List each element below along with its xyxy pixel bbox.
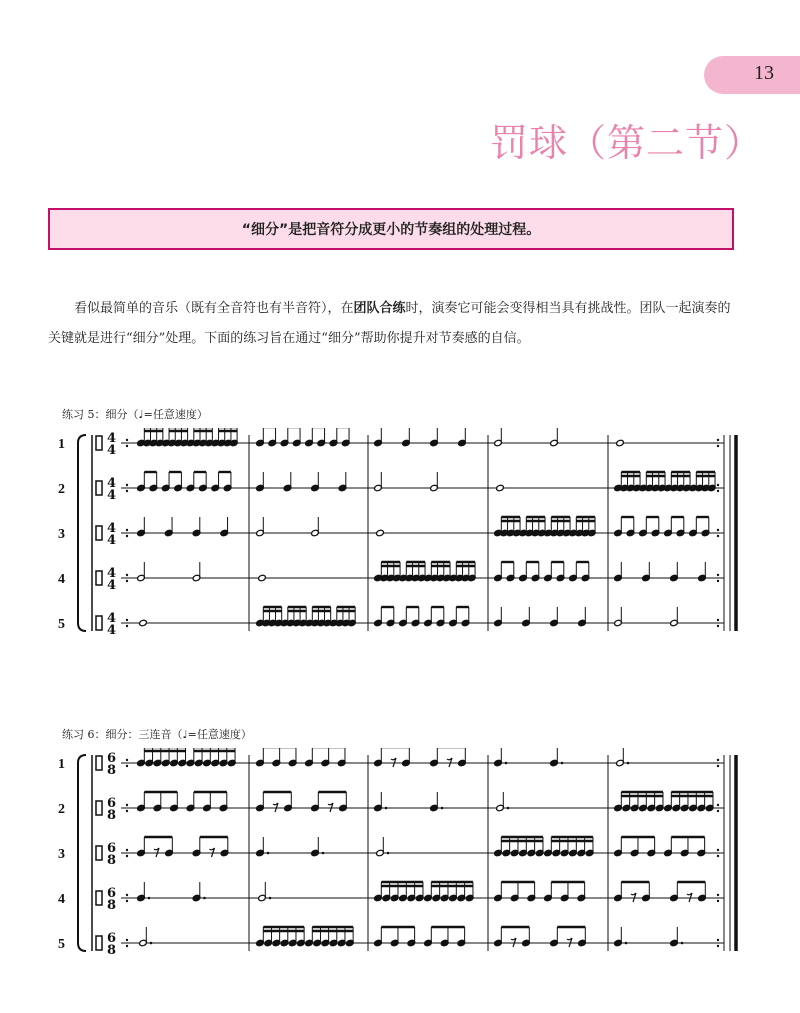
repeat-dot xyxy=(126,490,128,492)
part-row xyxy=(58,607,724,638)
repeat-dot xyxy=(126,939,128,941)
time-signature-top: 4 xyxy=(107,566,117,581)
part-number: 4 xyxy=(58,892,65,907)
repeat-dot xyxy=(126,810,128,812)
repeat-dot xyxy=(717,759,719,761)
repeat-dot xyxy=(126,529,128,531)
repeat-dot xyxy=(126,855,128,857)
repeat-dot xyxy=(126,625,128,627)
part-number: 5 xyxy=(58,617,65,632)
repeat-dot xyxy=(717,535,719,537)
time-signature-bottom: 8 xyxy=(107,853,117,868)
time-signature-bottom: 4 xyxy=(107,623,117,638)
repeat-dot xyxy=(717,849,719,851)
time-signature-top: 6 xyxy=(107,841,117,856)
time-signature-bottom: 8 xyxy=(107,763,117,778)
part-number: 3 xyxy=(58,527,65,542)
part-row xyxy=(58,472,724,503)
paragraph-emphasis: 团队合练 xyxy=(353,301,406,316)
time-signature-top: 6 xyxy=(107,886,117,901)
part-row xyxy=(58,428,724,458)
augmentation-dot xyxy=(505,762,508,765)
repeat-dot xyxy=(717,445,719,447)
repeat-dot xyxy=(126,759,128,761)
repeat-dot xyxy=(717,580,719,582)
time-signature-bottom: 4 xyxy=(107,443,117,458)
definition-callout xyxy=(48,208,734,250)
repeat-dot xyxy=(717,765,719,767)
exercise-5-label: 练习 5：细分（♩=任意速度） xyxy=(62,408,208,421)
notehead xyxy=(139,619,148,626)
part-row xyxy=(58,748,724,778)
notehead xyxy=(496,484,505,491)
paragraph-before: 看似最简单的音乐（既有全音符也有半音符），在 xyxy=(74,301,354,316)
repeat-dot xyxy=(717,810,719,812)
part-number: 4 xyxy=(58,572,65,587)
part-number: 2 xyxy=(58,482,65,497)
notehead xyxy=(376,529,385,536)
repeat-dot xyxy=(126,580,128,582)
part-number: 2 xyxy=(58,802,65,817)
time-signature-bottom: 4 xyxy=(107,488,117,503)
augmentation-dot xyxy=(385,807,388,810)
time-signature-bottom: 4 xyxy=(107,533,117,548)
time-signature-top: 4 xyxy=(107,431,117,446)
percussion-clef xyxy=(96,756,102,770)
repeat-dot xyxy=(717,484,719,486)
part-row xyxy=(58,927,724,958)
part-number: 1 xyxy=(58,757,65,772)
system-bracket xyxy=(78,435,86,631)
notehead xyxy=(616,439,625,446)
repeat-dot xyxy=(717,945,719,947)
part-number: 1 xyxy=(58,437,65,452)
repeat-dot xyxy=(126,439,128,441)
intro-paragraph xyxy=(48,294,738,354)
exercise-6-score xyxy=(0,748,800,960)
percussion-clef xyxy=(96,571,102,585)
percussion-clef xyxy=(96,801,102,815)
repeat-dot xyxy=(717,490,719,492)
repeat-dot xyxy=(717,900,719,902)
time-signature-bottom: 8 xyxy=(107,943,117,958)
part-row xyxy=(58,837,724,868)
time-signature-top: 6 xyxy=(107,931,117,946)
callout-text: “细分”是把音符分成更小的节奏组的处理过程。 xyxy=(241,222,541,238)
repeat-dot xyxy=(126,945,128,947)
time-signature-top: 4 xyxy=(107,521,117,536)
percussion-clef xyxy=(96,616,102,630)
repeat-dot xyxy=(717,439,719,441)
augmentation-dot xyxy=(267,852,270,855)
percussion-clef xyxy=(96,481,102,495)
time-signature-top: 4 xyxy=(107,611,117,626)
page-number-tab xyxy=(704,56,800,94)
augmentation-dot xyxy=(148,897,151,900)
repeat-dot xyxy=(126,804,128,806)
repeat-dot xyxy=(126,535,128,537)
time-signature-bottom: 8 xyxy=(107,808,117,823)
part-number: 3 xyxy=(58,847,65,862)
augmentation-dot xyxy=(322,852,325,855)
augmentation-dot xyxy=(150,942,153,945)
percussion-clef xyxy=(96,891,102,905)
part-number: 5 xyxy=(58,937,65,952)
part-row xyxy=(58,882,724,913)
page-title: 罚球（第二节） xyxy=(490,121,764,165)
part-row xyxy=(58,517,724,548)
time-signature-bottom: 8 xyxy=(107,898,117,913)
part-row xyxy=(58,792,724,823)
repeat-dot xyxy=(717,529,719,531)
repeat-dot xyxy=(126,765,128,767)
repeat-dot xyxy=(717,574,719,576)
part-row xyxy=(58,562,724,593)
augmentation-dot xyxy=(387,852,390,855)
augmentation-dot xyxy=(269,897,272,900)
augmentation-dot xyxy=(627,762,630,765)
percussion-clef xyxy=(96,936,102,950)
percussion-clef xyxy=(96,526,102,540)
system-bracket xyxy=(78,755,86,951)
time-signature-bottom: 4 xyxy=(107,578,117,593)
repeat-dot xyxy=(717,619,719,621)
augmentation-dot xyxy=(507,807,510,810)
augmentation-dot xyxy=(441,807,444,810)
repeat-dot xyxy=(717,939,719,941)
paragraph-after: 时，演奏它可能会变得相当具有挑战性。团队一起演奏的关键就是进行“细分”处理。下面的练习旨在通过“细分”帮助你提升对节奏感的自信。 xyxy=(48,301,731,346)
percussion-clef xyxy=(96,436,102,450)
exercise-5-score xyxy=(0,428,800,640)
repeat-dot xyxy=(126,574,128,576)
time-signature-top: 4 xyxy=(107,476,117,491)
repeat-dot xyxy=(126,484,128,486)
percussion-clef xyxy=(96,846,102,860)
repeat-dot xyxy=(717,855,719,857)
augmentation-dot xyxy=(625,942,628,945)
repeat-dot xyxy=(717,625,719,627)
page-number: 13 xyxy=(754,62,774,84)
repeat-dot xyxy=(126,849,128,851)
time-signature-top: 6 xyxy=(107,796,117,811)
time-signature-top: 6 xyxy=(107,751,117,766)
augmentation-dot xyxy=(681,942,684,945)
repeat-dot xyxy=(126,894,128,896)
augmentation-dot xyxy=(203,897,206,900)
notehead xyxy=(258,574,267,581)
repeat-dot xyxy=(717,894,719,896)
augmentation-dot xyxy=(561,762,564,765)
repeat-dot xyxy=(126,445,128,447)
repeat-dot xyxy=(126,900,128,902)
exercise-6-label: 练习 6：细分：三连音（♩=任意速度） xyxy=(62,728,252,741)
repeat-dot xyxy=(126,619,128,621)
repeat-dot xyxy=(717,804,719,806)
